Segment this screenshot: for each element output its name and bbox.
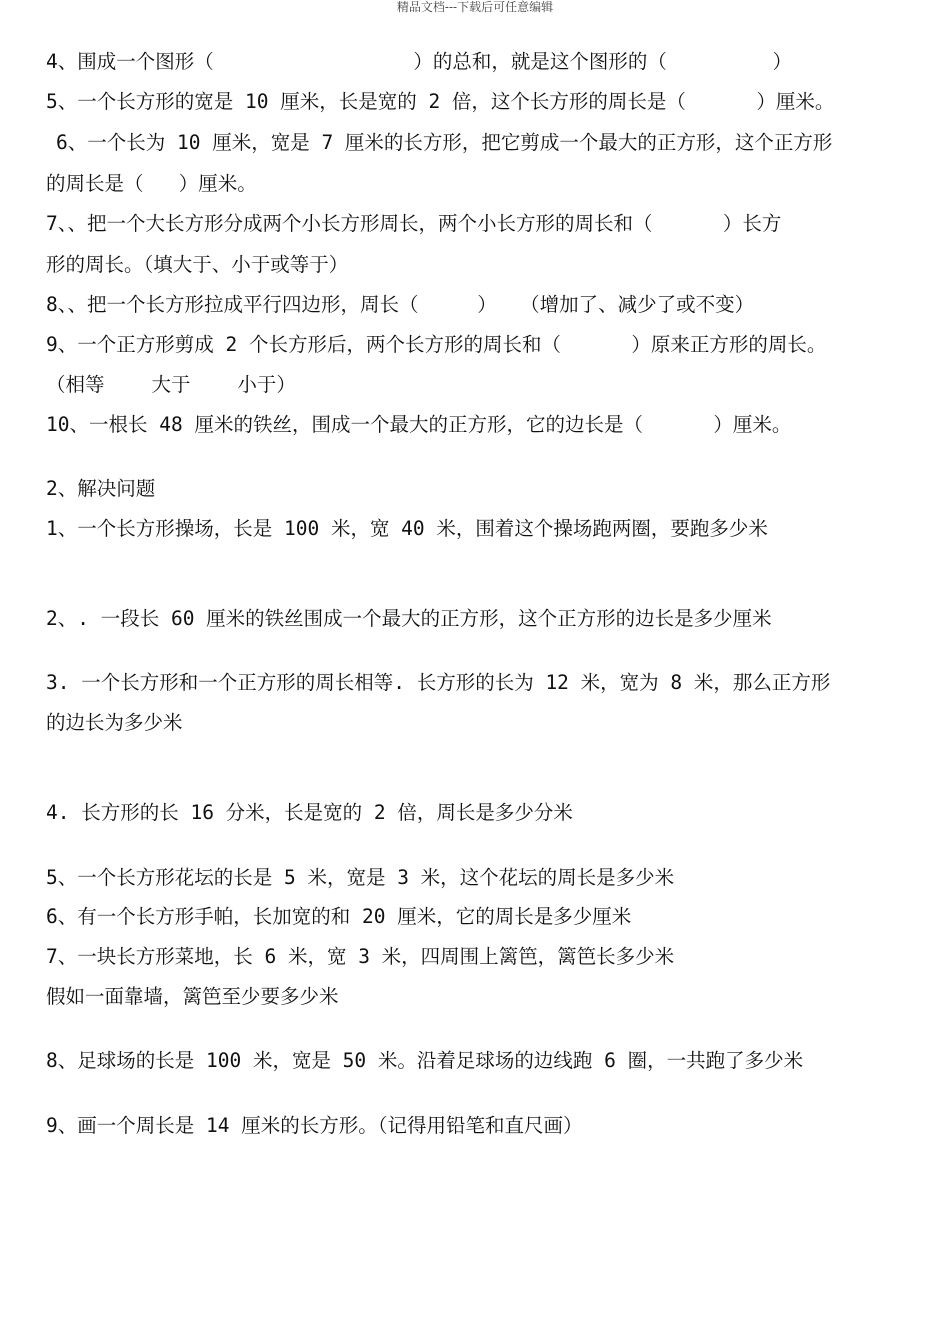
problem-7-line1: 7、一块长方形菜地，长 6 米，宽 3 米，四周围上篱笆，篱笆长多少米 <box>46 945 675 968</box>
problem-8: 8、足球场的长是 100 米，宽是 50 米。沿着足球场的边线跑 6 圈，一共跑了多少米 <box>46 1049 804 1072</box>
fill-blank-q5: 5、一个长方形的宽是 10 厘米，长是宽的 2 倍，这个长方形的周长是（ ）厘米。 <box>46 90 835 113</box>
fill-blank-q4: 4、围成一个图形（ ）的总和，就是这个图形的（ ） <box>46 50 792 73</box>
page-header-watermark: 精品文档---下载后可任意编辑 <box>396 0 554 14</box>
problem-2: 2、. 一段长 60 厘米的铁丝围成一个最大的正方形，这个正方形的边长是多少厘米 <box>46 607 772 630</box>
fill-blank-q9-line1: 9、一个正方形剪成 2 个长方形后，两个长方形的周长和（ ）原来正方形的周长。 <box>46 333 827 356</box>
problem-4: 4. 长方形的长 16 分米，长是宽的 2 倍，周长是多少分米 <box>46 801 573 824</box>
problem-9: 9、画一个周长是 14 厘米的长方形。（记得用铅笔和直尺画） <box>46 1114 583 1137</box>
fill-blank-q8: 8、、把一个长方形拉成平行四边形，周长（ ） （增加了、减少了或不变） <box>46 293 755 316</box>
fill-blank-q10: 10、一根长 48 厘米的铁丝，围成一个最大的正方形，它的边长是（ ）厘米。 <box>46 413 792 436</box>
problem-7-line2: 假如一面靠墙，篱笆至少要多少米 <box>46 985 339 1008</box>
fill-blank-q6-line2: 的周长是（ ）厘米。 <box>46 172 257 195</box>
problem-6: 6、有一个长方形手帕，长加宽的和 20 厘米，它的周长是多少厘米 <box>46 905 632 928</box>
problem-3-line1: 3. 一个长方形和一个正方形的周长相等. 长方形的长为 12 米，宽为 8 米，那么正方形 <box>46 671 831 694</box>
fill-blank-q7-line2: 形的周长。（填大于、小于或等于） <box>46 253 349 276</box>
fill-blank-q6-line1: 6、一个长为 10 厘米，宽是 7 厘米的长方形，把它剪成一个最大的正方形，这个正方形 <box>56 131 833 154</box>
problem-1: 1、一个长方形操场，长是 100 米，宽 40 米，围着这个操场跑两圈，要跑多少米 <box>46 517 768 540</box>
section-title-problems: 2、解决问题 <box>46 477 156 500</box>
fill-blank-q9-line2: （相等 大于 小于） <box>46 373 296 396</box>
problem-3-line2: 的边长为多少米 <box>46 711 183 734</box>
problem-5: 5、一个长方形花坛的长是 5 米，宽是 3 米，这个花坛的周长是多少米 <box>46 866 675 889</box>
fill-blank-q7-line1: 7、、把一个大长方形分成两个小长方形周长，两个小长方形的周长和（ ）长方 <box>46 212 782 235</box>
